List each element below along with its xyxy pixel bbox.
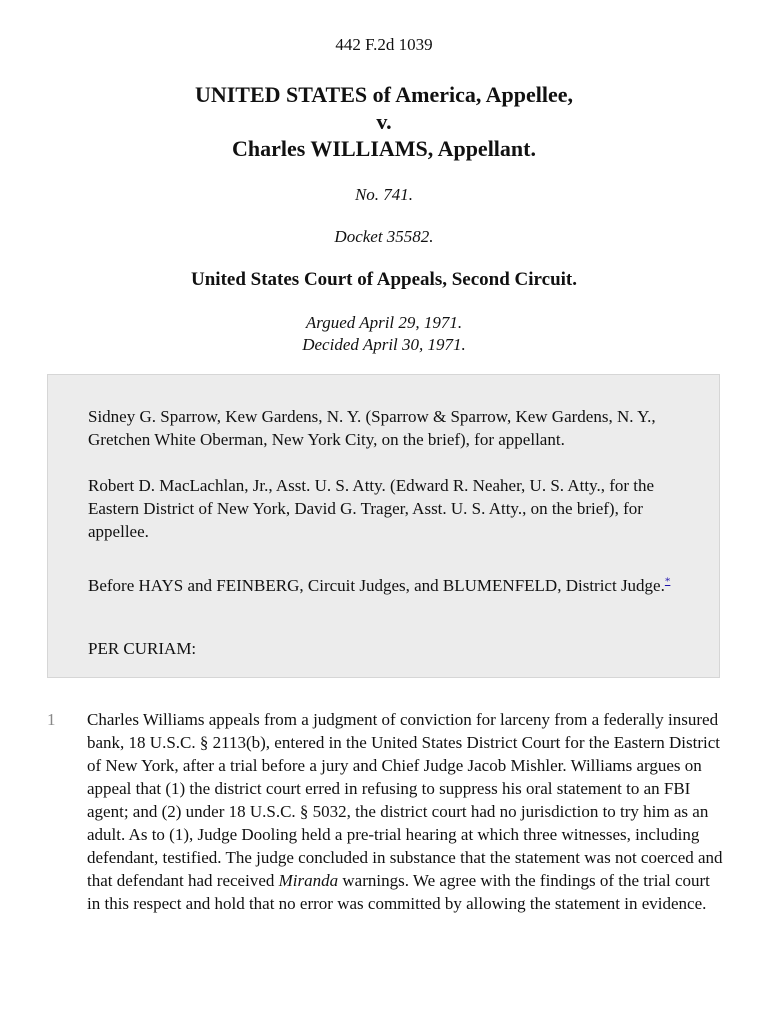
opinion-text-part1: Charles Williams appeals from a judgment of conviction for larceny from a federally insured bank, 18 U.S.C. § 2113(b), entered in the United States District Court for the Eastern District of New York, after a trial before a jury and Chief Judge Jacob Mishler. Williams argues on appeal that (1) the district court erred in refusing to suppress his oral statement to an FBI agent; and (2) under 18 U.S.C. § 5032, the district court had no jurisdiction to try him as an adult. As to (1), Judge Dooling held a pre-trial hearing at which three witnesses, including defendant, testified. The judge concluded in substance that the statement was not coerced and that defendant had received: [87, 710, 723, 890]
opinion-paragraph: [87, 708, 727, 915]
counsel-for-appellant: Sidney G. Sparrow, Kew Gardens, N. Y. (Sparrow & Sparrow, Kew Gardens, N. Y., Gretchen White Oberman, New York City, on the brief), for appellant.: [88, 407, 656, 449]
case-citation: 442 F.2d 1039: [335, 35, 433, 54]
opinion-italic-term: Miranda: [278, 871, 339, 890]
footnote-link[interactable]: *: [664, 575, 671, 588]
panel-judges-text: Before HAYS and FEINBERG, Circuit Judges, and BLUMENFELD, District Judge.: [88, 576, 665, 595]
argued-date: Argued April 29, 1971.: [305, 313, 463, 332]
docket-number: Docket 35582.: [334, 227, 434, 246]
caption-appellant: Charles WILLIAMS, Appellant.: [232, 136, 536, 161]
case-caption: [0, 81, 768, 162]
case-dates: [0, 312, 768, 356]
caption-appellee: UNITED STATES of America, Appellee,: [194, 82, 574, 107]
decided-date: Decided April 30, 1971.: [302, 335, 466, 354]
opinion-text-part2: warnings. We agree with the findings of the trial court in this respect and hold that no error was committed by allowing the statement in evidence.: [87, 871, 710, 913]
counsel-for-appellee: Robert D. MacLachlan, Jr., Asst. U. S. Atty. (Edward R. Neaher, U. S. Atty., for the Eastern District of New York, David G. Trager, Asst. U. S. Atty., on the brief), for appellee.: [88, 476, 655, 541]
panel-judges: [88, 574, 678, 597]
counsel-panel: [47, 374, 720, 678]
caption-versus: v.: [376, 109, 392, 134]
paragraph-number: 1: [47, 710, 56, 729]
per-curiam-label: PER CURIAM:: [88, 639, 197, 658]
court-name: United States Court of Appeals, Second Circuit.: [191, 269, 577, 290]
case-number: No. 741.: [354, 185, 414, 204]
